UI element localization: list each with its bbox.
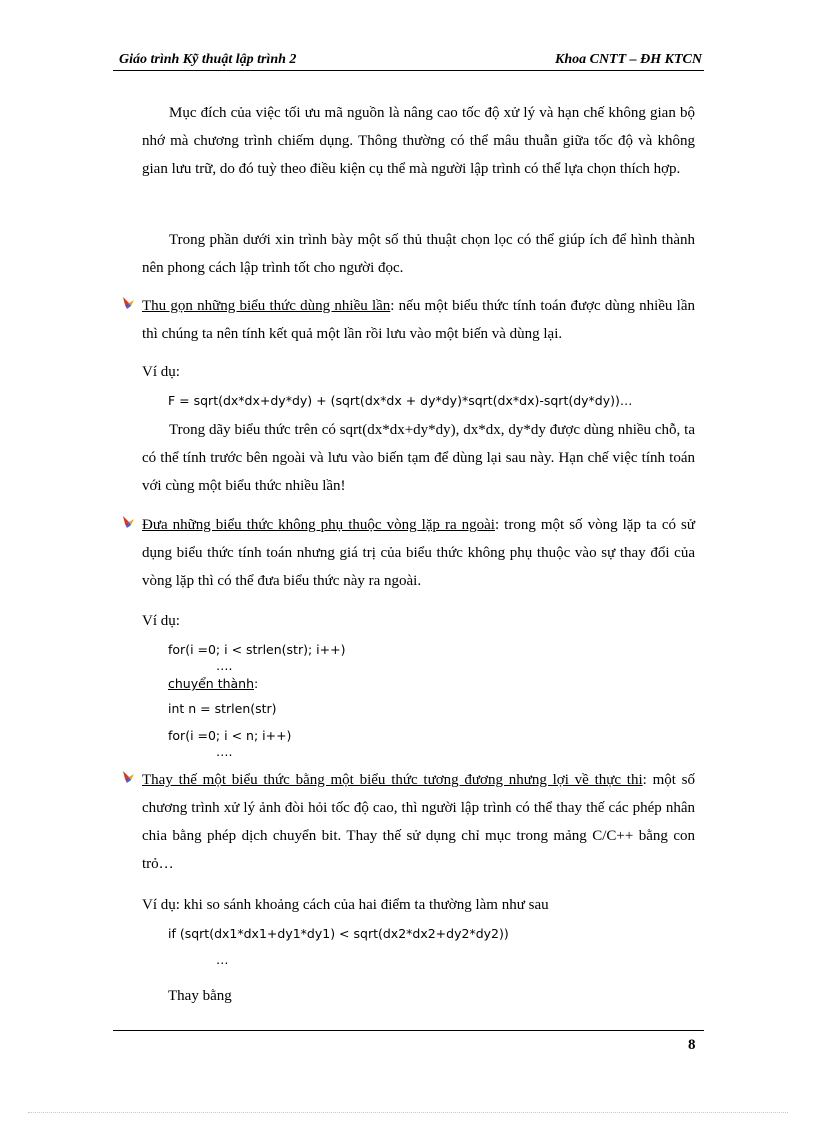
pin-bullet-icon bbox=[121, 770, 135, 784]
tip-3 bbox=[142, 766, 695, 878]
tip-2-title: Đưa những biểu thức không phụ thuộc vòng lặp ra ngoài bbox=[142, 517, 495, 533]
example-2-convert-label bbox=[168, 676, 258, 691]
tip-1-body: : nếu một biểu thức tính toán được dùng nhiều lần thì chúng ta nên tính kết quả một lần rồi lưu vào một biến và dùng lại. bbox=[142, 298, 695, 342]
page-bottom-border bbox=[28, 1112, 788, 1113]
header-faculty: Khoa CNTT – ĐH KTCN bbox=[554, 52, 702, 67]
example-2-code-line-4: for(i =0; i < n; i++) bbox=[168, 728, 292, 743]
header-course-title: Giáo trình Kỹ thuật lập trình 2 bbox=[119, 52, 297, 67]
pin-bullet-icon bbox=[121, 515, 135, 529]
page-number: 8 bbox=[688, 1037, 696, 1053]
example-1-label: Ví dụ: bbox=[142, 364, 180, 380]
example-3-code-line-1: if (sqrt(dx1*dx1+dy1*dy1) < sqrt(dx2*dx2+dy2*dy2)) bbox=[168, 926, 509, 941]
intro-paragraph-2: Trong phần dưới xin trình bày một số thủ thuật chọn lọc có thể giúp ích để hình thành nên phong cách lập trình tốt cho người đọc. bbox=[142, 232, 695, 276]
example-3-replace-label: Thay bằng bbox=[168, 988, 232, 1004]
convert-label-colon: : bbox=[254, 676, 259, 691]
tip-2-body: : trong một số vòng lặp ta có sử dụng biểu thức tính toán nhưng giá trị của biểu thức không phụ thuộc vào sự thay đổi của vòng lặp thì có thể đưa biểu thức này ra ngoài. bbox=[142, 517, 695, 589]
example-2-label: Ví dụ: bbox=[142, 613, 180, 629]
footer-rule bbox=[113, 1030, 704, 1031]
pin-bullet-icon bbox=[121, 296, 135, 310]
tip-3-body: : một số chương trình xử lý ảnh đòi hỏi tốc độ cao, thì người lập trình có thể thay thế các phép nhân chia bằng phép dịch chuyển bit. Thay thế sử dụng chỉ mục trong mảng C/C++ bằng con trỏ… bbox=[142, 772, 696, 872]
example-3-label: Ví dụ: khi so sánh khoảng cách của hai điểm ta thường làm như sau bbox=[142, 897, 549, 913]
example-2-code-line-2: …. bbox=[216, 658, 233, 673]
example-2-code-line-3: int n = strlen(str) bbox=[168, 701, 277, 716]
tip-1 bbox=[142, 292, 695, 348]
tip-3-title: Thay thế một biểu thức bằng một biểu thức tương đương nhưng lợi về thực thi bbox=[142, 772, 643, 788]
example-2-code-line-1: for(i =0; i < strlen(str); i++) bbox=[168, 642, 346, 657]
intro-paragraph: Mục đích của việc tối ưu mã nguồn là nâng cao tốc độ xử lý và hạn chế không gian bộ nhớ mà chương trình chiếm dụng. Thông thường có thể mâu thuẫn giữa tốc độ và không gian lưu trữ, do đó tuỳ theo điều kiện cụ thể mà người lập trình có thể lựa chọn thích hợp. bbox=[142, 105, 695, 177]
tip-2 bbox=[142, 511, 695, 595]
example-2-code-line-5: …. bbox=[216, 744, 233, 759]
page-header bbox=[113, 52, 704, 71]
tip-1-title: Thu gọn những biểu thức dùng nhiều lần bbox=[142, 298, 391, 314]
convert-label-text: chuyển thành bbox=[168, 676, 255, 691]
example-3-code-line-2: … bbox=[216, 952, 229, 967]
example-1-code: F = sqrt(dx*dx+dy*dy) + (sqrt(dx*dx + dy*dy)*sqrt(dx*dx)-sqrt(dy*dy))… bbox=[168, 393, 633, 408]
example-1-note: Trong dãy biểu thức trên có sqrt(dx*dx+dy*dy), dx*dx, dy*dy được dùng nhiều chỗ, ta có thể tính trước bên ngoài và lưu vào biến tạm để dùng lại sau này. Hạn chế việc tính toán với cùng một biểu thức nhiều lần! bbox=[142, 422, 695, 494]
